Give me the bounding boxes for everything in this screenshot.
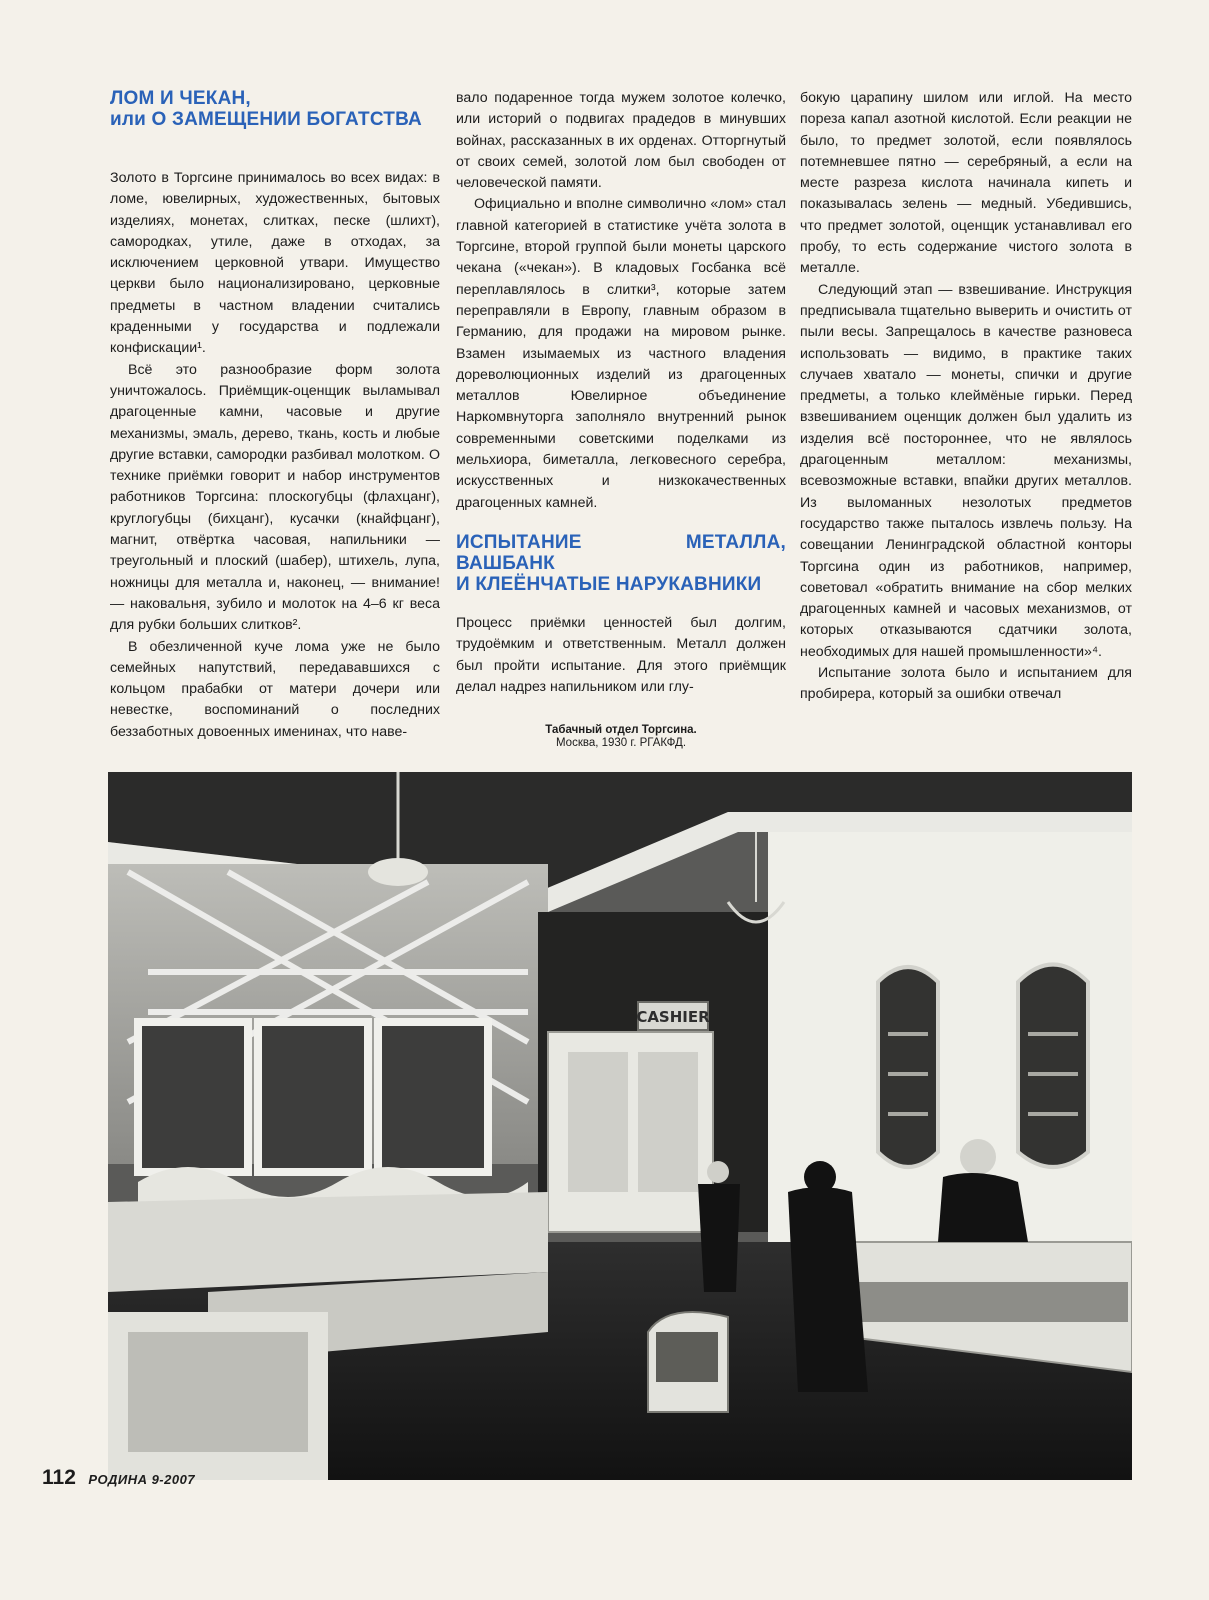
article-column-2	[456, 88, 786, 698]
section-heading-lom-i-chekan	[110, 88, 440, 130]
photo-illustration	[108, 772, 1132, 1480]
magazine-name: РОДИНА 9-2007	[88, 1472, 196, 1487]
paragraph: вало подаренное тогда мужем золотое колечко, или историй о подвигах прадедов в минувших войнах, рассказанных в их орденах. Отторгнутый от своих семей, золотой лом был свободен от человеческой памяти.	[456, 90, 786, 192]
heading-line-1: ИСПЫТАНИЕ МЕТАЛЛА, ВАШБАНК	[456, 531, 786, 574]
page-footer	[42, 1466, 195, 1490]
article-column-3	[800, 88, 1132, 706]
historical-photo-tobacco-department	[108, 772, 1132, 1480]
heading-line-2: или О ЗАМЕЩЕНИИ БОГАТСТВА	[110, 109, 422, 130]
paragraph: Процесс приёмки ценностей был долгим, трудоёмким и ответственным. Металл должен был пройти испытание. Для этого приёмщик делал надрез напильником или глу-	[456, 614, 786, 695]
section-heading-ispytanie-metalla	[456, 532, 786, 595]
heading-line-2: И КЛЕЁНЧАТЫЕ НАРУКАВНИКИ	[456, 573, 762, 595]
cashier-sign: CASHIER	[636, 1008, 710, 1026]
photo-caption	[456, 724, 786, 750]
paragraph: бокую царапину шилом или иглой. На место пореза капал азотной кислотой. Если реакции не было, то предмет золотой, если появлялось потемневшее пятно — серебряный, а если на месте разреза кислота начинала кипеть и показывалась зелень — медный. Убедившись, что предмет золотой, оценщик устанавливал его пробу, то есть содержание чистого золота в металле.	[800, 90, 1132, 277]
paragraph: Испытание золота было и испытанием для пробирера, который за ошибки отвечал	[800, 665, 1132, 703]
paragraph: Следующий этап — взвешивание. Инструкция предписывала тщательно выверить и очистить от пыли весы. Запрещалось в качестве разновеса использовать — видимо, в практике таких случаев хватало — монеты, спички и другие предметы, а только клеймёные гирьки. Перед взвешиванием оценщик должен был удалить из изделия всё постороннее, что не являлось драгоценным металлом: механизмы, всевозможные вставки, впайки других металлов. Из выломанных незолотых предметов государство также пыталось извлечь пользу. На совещании Ленинградской областной конторы Торгсина один из работников, например, советовал «обратить внимание на сбор мелких драгоценных камней и часовых механизмов, от которых отказываются сдатчики золота, необходимых для нашей промышленности»⁴.	[800, 281, 1132, 660]
paragraph: В обезличенной куче лома уже не было семейных напутствий, передававшихся с кольцом прабабки от матери дочери или невестке, воспоминаний о последних беззаботных довоенных именинах, что наве-	[110, 638, 440, 740]
caption-source: Москва, 1930 г. РГАКФД.	[555, 737, 687, 749]
page-number: 112	[42, 1466, 76, 1489]
heading-line-1: ЛОМ И ЧЕКАН,	[110, 88, 251, 109]
paragraph: Официально и вполне символично «лом» стал главной категорией в статистике учёта золота в Торгсине, второй группой были монеты царского чекана («чекан»). В кладовых Госбанка всё переплавлялось в слитки³, которые затем переправляли в Европу, главным образом в Германию, для продажи на мировом рынке. Взамен изымаемых из частного владения дореволюционных изделий из драгоценных металлов Ювелирное объединение Наркомвнуторга заполняло внутренний рынок современными советскими поделками из мельхиора, биметалла, легковесного серебра, искусственных и низкокачественных драгоценных камней.	[456, 196, 786, 511]
caption-title: Табачный отдел Торгсина.	[545, 724, 697, 736]
paragraph: Золото в Торгсине принималось во всех видах: в ломе, ювелирных, художественных, бытовых изделиях, монетах, слитках, песке (шлихт), самородках, утиле, даже в отходах, за исключением церковной утвари. Имущество церкви было национализировано, церковные предметы в частном владении считались краденными у государства и подлежали конфискации¹.	[110, 170, 440, 357]
article-column-1	[110, 88, 440, 743]
paragraph: Всё это разнообразие форм золота уничтожалось. Приёмщик-оценщик выламывал драгоценные камни, часовые и другие механизмы, эмаль, дерево, ткань, кость и любые другие вставки, самородки разбивал молотком. О технике приёмки говорит и набор инструментов работников Торгсина: плоскогубцы (флахцанг), круглогубцы (бихцанг), кусачки (кнайфцанг), магнит, отвёртка часовая, напильники — треугольный и плоский (шабер), штихель, лупа, ножницы для металла и, наконец, — внимание! — наковальня, зубило и молоток на 4–6 кг веса для рубки больших слитков².	[110, 361, 440, 634]
